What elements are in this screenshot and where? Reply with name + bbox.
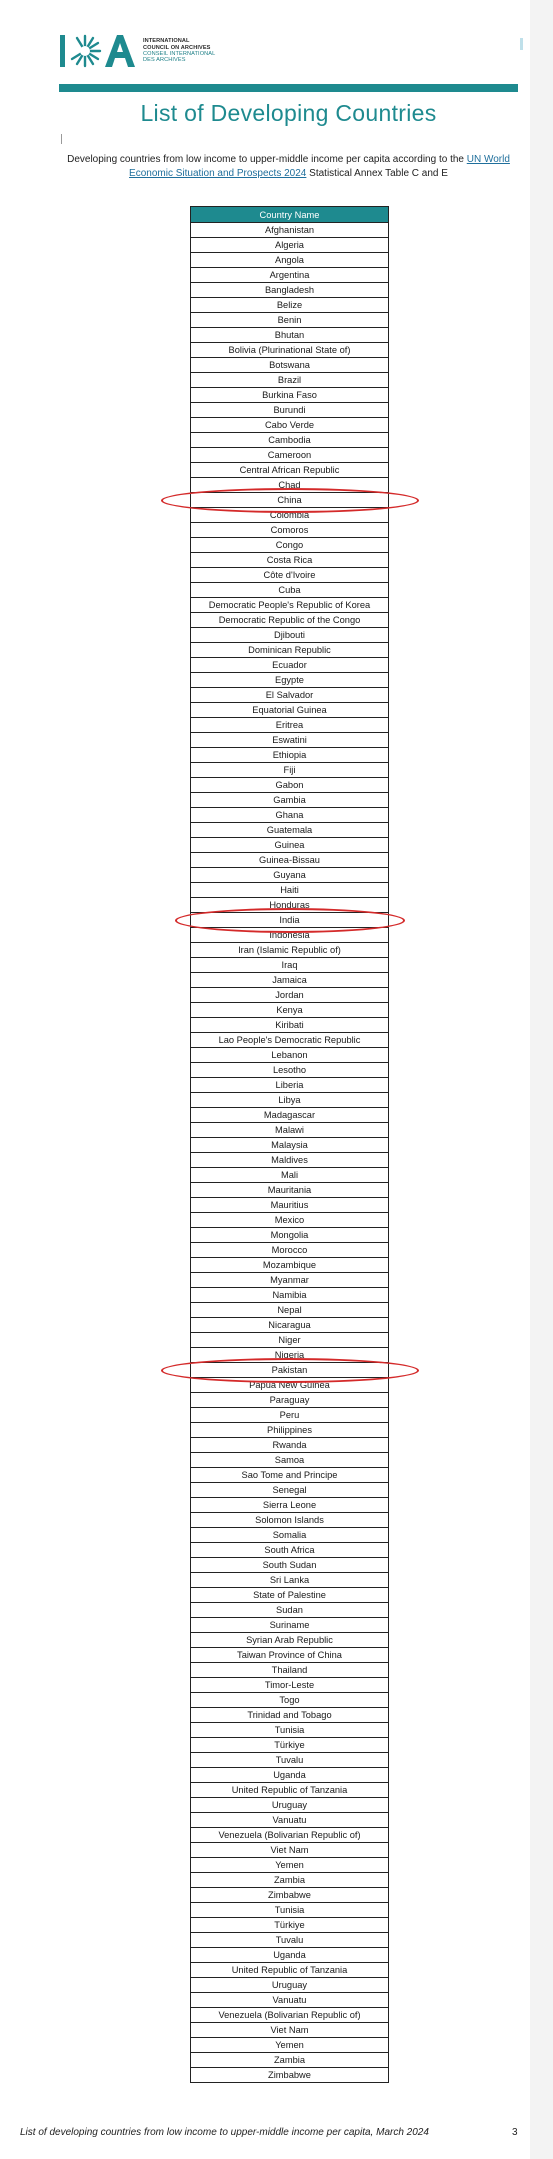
table-row [191, 1438, 389, 1453]
table-row [191, 418, 389, 433]
country-cell: Tuvalu [191, 1933, 389, 1948]
country-cell: Tunisia [191, 1903, 389, 1918]
country-cell: Democratic Republic of the Congo [191, 613, 389, 628]
country-cell: Paraguay [191, 1393, 389, 1408]
table-row [191, 1468, 389, 1483]
country-cell: Sudan [191, 1603, 389, 1618]
country-cell: Yemen [191, 1858, 389, 1873]
country-cell: Venezuela (Bolivarian Republic of) [191, 1828, 389, 1843]
table-row [191, 313, 389, 328]
table-header-row [191, 207, 389, 223]
country-cell: Türkiye [191, 1738, 389, 1753]
table-row [191, 1093, 389, 1108]
logo-line-3: CONSEIL INTERNATIONAL [143, 51, 216, 57]
table-row [191, 268, 389, 283]
country-cell: Suriname [191, 1618, 389, 1633]
country-cell: Ecuador [191, 658, 389, 673]
table-row [191, 778, 389, 793]
table-row [191, 793, 389, 808]
intro-source-link[interactable]: UN World Economic Situation and Prospects 2024 [129, 154, 510, 179]
table-row [191, 808, 389, 823]
table-row [191, 1273, 389, 1288]
highlight-ring-india [175, 908, 405, 933]
country-cell: Syrian Arab Republic [191, 1633, 389, 1648]
country-cell: Algeria [191, 238, 389, 253]
table-row [191, 1753, 389, 1768]
country-cell: Equatorial Guinea [191, 703, 389, 718]
table-row [191, 1423, 389, 1438]
country-cell: Lebanon [191, 1048, 389, 1063]
country-cell: Jamaica [191, 973, 389, 988]
table-row [191, 568, 389, 583]
table-row [191, 1078, 389, 1093]
table-row [191, 1903, 389, 1918]
text-cursor [61, 134, 62, 144]
table-row [191, 1498, 389, 1513]
country-cell: Zimbabwe [191, 1888, 389, 1903]
table-row [191, 1153, 389, 1168]
country-cell: Libya [191, 1093, 389, 1108]
country-cell: South Sudan [191, 1558, 389, 1573]
country-cell: Vanuatu [191, 1813, 389, 1828]
country-cell: Honduras [191, 898, 389, 913]
country-cell: Guatemala [191, 823, 389, 838]
country-cell: Thailand [191, 1663, 389, 1678]
country-cell: Bolivia (Plurinational State of) [191, 343, 389, 358]
country-cell: China [191, 493, 389, 508]
country-cell: Niger [191, 1333, 389, 1348]
table-row [191, 1033, 389, 1048]
page-margin [530, 0, 553, 2159]
table-row [191, 658, 389, 673]
table-row [191, 1873, 389, 1888]
intro-text-before: Developing countries from low income to upper-middle income per capita according to the [67, 154, 467, 165]
scroll-marker [520, 38, 523, 50]
table-row [191, 1303, 389, 1318]
country-cell: Mauritius [191, 1198, 389, 1213]
table-row [191, 1333, 389, 1348]
table-row [191, 538, 389, 553]
table-row [191, 2038, 389, 2053]
table-row [191, 253, 389, 268]
country-cell: Mali [191, 1168, 389, 1183]
table-row [191, 1828, 389, 1843]
country-cell: Uganda [191, 1768, 389, 1783]
country-cell: Zambia [191, 2053, 389, 2068]
country-cell: Bhutan [191, 328, 389, 343]
country-cell: Mauritania [191, 1183, 389, 1198]
page-number: 3 [512, 2127, 518, 2138]
table-row [191, 1888, 389, 1903]
country-cell: State of Palestine [191, 1588, 389, 1603]
country-cell: Sao Tome and Principe [191, 1468, 389, 1483]
table-row [191, 958, 389, 973]
country-cell: Uruguay [191, 1798, 389, 1813]
country-cell: Congo [191, 538, 389, 553]
country-cell: Philippines [191, 1423, 389, 1438]
country-cell: Vanuatu [191, 1993, 389, 2008]
country-cell: Kenya [191, 1003, 389, 1018]
country-cell: Bangladesh [191, 283, 389, 298]
table-row [191, 238, 389, 253]
country-cell: Sri Lanka [191, 1573, 389, 1588]
table-row [191, 1723, 389, 1738]
country-cell: Taiwan Province of China [191, 1648, 389, 1663]
table-row [191, 463, 389, 478]
intro-text-after: Statistical Annex Table C and E [306, 168, 448, 179]
column-header-country-name: Country Name [191, 207, 389, 223]
table-row [191, 1243, 389, 1258]
country-cell: Kiribati [191, 1018, 389, 1033]
table-row [191, 523, 389, 538]
table-row [191, 1978, 389, 1993]
table-row [191, 1708, 389, 1723]
table-row [191, 973, 389, 988]
table-row [191, 1213, 389, 1228]
table-row [191, 448, 389, 463]
table-row [191, 988, 389, 1003]
country-cell: Türkiye [191, 1918, 389, 1933]
country-cell: Venezuela (Bolivarian Republic of) [191, 2008, 389, 2023]
country-cell: Uganda [191, 1948, 389, 1963]
logo-line-2: COUNCIL ON ARCHIVES [143, 44, 211, 51]
table-row [191, 673, 389, 688]
table-row [191, 223, 389, 238]
country-cell: Nicaragua [191, 1318, 389, 1333]
country-cell: Colombia [191, 508, 389, 523]
table-row [191, 1738, 389, 1753]
country-cell: Cuba [191, 583, 389, 598]
country-cell: Ethiopia [191, 748, 389, 763]
country-cell: Nigeria [191, 1348, 389, 1363]
country-cell: Jordan [191, 988, 389, 1003]
country-cell: Zimbabwe [191, 2068, 389, 2083]
country-cell: Angola [191, 253, 389, 268]
table-row [191, 1108, 389, 1123]
country-cell: Nepal [191, 1303, 389, 1318]
table-row [191, 1678, 389, 1693]
table-row [191, 1003, 389, 1018]
country-cell: Lao People's Democratic Republic [191, 1033, 389, 1048]
country-cell: Malaysia [191, 1138, 389, 1153]
page-title: List of Developing Countries [140, 100, 437, 126]
table-row [191, 553, 389, 568]
table-row [191, 838, 389, 853]
table-row [191, 1993, 389, 2008]
country-cell: Papua New Guinea [191, 1378, 389, 1393]
country-cell: Viet Nam [191, 2023, 389, 2038]
country-cell: Dominican Republic [191, 643, 389, 658]
country-cell: Indonesia [191, 928, 389, 943]
country-cell: Egypte [191, 673, 389, 688]
table-row [191, 1258, 389, 1273]
table-row [191, 2008, 389, 2023]
table-row [191, 628, 389, 643]
country-cell: Democratic People's Republic of Korea [191, 598, 389, 613]
table-row [191, 1318, 389, 1333]
logo-line-4: DES ARCHIVES [143, 57, 186, 64]
country-cell: Zambia [191, 1873, 389, 1888]
country-cell: Morocco [191, 1243, 389, 1258]
table-row [191, 1393, 389, 1408]
country-cell: Cabo Verde [191, 418, 389, 433]
table-row [191, 1138, 389, 1153]
country-cell: Uruguay [191, 1978, 389, 1993]
country-cell: Mozambique [191, 1258, 389, 1273]
country-cell: Gambia [191, 793, 389, 808]
table-row [191, 1663, 389, 1678]
table-row [191, 1018, 389, 1033]
table-row [191, 1783, 389, 1798]
table-row [191, 403, 389, 418]
table-row [191, 1798, 389, 1813]
table-row [191, 1228, 389, 1243]
country-cell: Senegal [191, 1483, 389, 1498]
table-row [191, 433, 389, 448]
country-cell: United Republic of Tanzania [191, 1963, 389, 1978]
table-row [191, 1948, 389, 1963]
country-cell: Botswana [191, 358, 389, 373]
country-cell: Eswatini [191, 733, 389, 748]
header-divider [59, 84, 518, 92]
country-cell: Tunisia [191, 1723, 389, 1738]
country-cell: Brazil [191, 373, 389, 388]
country-cell: Viet Nam [191, 1843, 389, 1858]
table-row [191, 2068, 389, 2083]
table-row [191, 823, 389, 838]
table-row [191, 613, 389, 628]
table-row [191, 1933, 389, 1948]
country-cell: El Salvador [191, 688, 389, 703]
country-cell: Chad [191, 478, 389, 493]
table-row [191, 2053, 389, 2068]
table-row [191, 733, 389, 748]
table-row [191, 868, 389, 883]
country-cell: Afghanistan [191, 223, 389, 238]
country-cell: Belize [191, 298, 389, 313]
table-row [191, 748, 389, 763]
table-row [191, 1573, 389, 1588]
country-cell: United Republic of Tanzania [191, 1783, 389, 1798]
table-row [191, 1843, 389, 1858]
highlight-ring-pakistan [161, 1358, 419, 1383]
table-row [191, 1558, 389, 1573]
country-cell: Benin [191, 313, 389, 328]
country-cell: India [191, 913, 389, 928]
country-cell: Iraq [191, 958, 389, 973]
country-cell: Sierra Leone [191, 1498, 389, 1513]
table-row [191, 343, 389, 358]
table-row [191, 1183, 389, 1198]
country-cell: Samoa [191, 1453, 389, 1468]
table-row [191, 1963, 389, 1978]
table-row [191, 1588, 389, 1603]
table-row [191, 1858, 389, 1873]
country-cell: Lesotho [191, 1063, 389, 1078]
table-row [191, 1168, 389, 1183]
table-row [191, 943, 389, 958]
table-row [191, 1648, 389, 1663]
country-cell: Côte d'Ivoire [191, 568, 389, 583]
table-row [191, 763, 389, 778]
country-cell: Argentina [191, 268, 389, 283]
highlight-ring-china [161, 488, 419, 513]
country-cell: Madagascar [191, 1108, 389, 1123]
table-row [191, 718, 389, 733]
table-row [191, 853, 389, 868]
country-cell: Pakistan [191, 1363, 389, 1378]
country-cell: Guyana [191, 868, 389, 883]
intro-paragraph [59, 153, 518, 181]
table-row [191, 283, 389, 298]
table-row [191, 1693, 389, 1708]
table-row [191, 1633, 389, 1648]
country-cell: Fiji [191, 763, 389, 778]
country-cell: Eritrea [191, 718, 389, 733]
country-cell: Haiti [191, 883, 389, 898]
table-row [191, 358, 389, 373]
country-cell: Burundi [191, 403, 389, 418]
table-row [191, 1918, 389, 1933]
country-cell: Djibouti [191, 628, 389, 643]
country-cell: Yemen [191, 2038, 389, 2053]
table-row [191, 1543, 389, 1558]
country-cell: Costa Rica [191, 553, 389, 568]
country-cell: Togo [191, 1693, 389, 1708]
country-cell: Somalia [191, 1528, 389, 1543]
country-cell: Cameroon [191, 448, 389, 463]
country-cell: Trinidad and Tobago [191, 1708, 389, 1723]
country-cell: Rwanda [191, 1438, 389, 1453]
country-cell: Cambodia [191, 433, 389, 448]
country-cell: Liberia [191, 1078, 389, 1093]
page-footer [20, 2127, 520, 2138]
country-cell: Tuvalu [191, 1753, 389, 1768]
table-row [191, 2023, 389, 2038]
table-row [191, 388, 389, 403]
table-row [191, 1768, 389, 1783]
country-cell: Central African Republic [191, 463, 389, 478]
country-cell: Ghana [191, 808, 389, 823]
table-row [191, 1528, 389, 1543]
table-row [191, 298, 389, 313]
country-cell: Malawi [191, 1123, 389, 1138]
table-row [191, 1123, 389, 1138]
table-row [191, 883, 389, 898]
country-cell: Gabon [191, 778, 389, 793]
country-cell: Guinea-Bissau [191, 853, 389, 868]
table-row [191, 1618, 389, 1633]
table-row [191, 688, 389, 703]
table-row [191, 583, 389, 598]
logo-line-1: INTERNATIONAL [143, 38, 190, 45]
table-row [191, 1603, 389, 1618]
ica-logo-icon [59, 32, 139, 70]
country-cell: South Africa [191, 1543, 389, 1558]
logo-wordmark [143, 38, 215, 64]
country-cell: Timor-Leste [191, 1678, 389, 1693]
country-cell: Mexico [191, 1213, 389, 1228]
country-cell: Namibia [191, 1288, 389, 1303]
country-cell: Solomon Islands [191, 1513, 389, 1528]
table-row [191, 373, 389, 388]
table-row [191, 1513, 389, 1528]
country-cell: Guinea [191, 838, 389, 853]
table-row [191, 1453, 389, 1468]
table-row [191, 1063, 389, 1078]
country-cell: Iran (Islamic Republic of) [191, 943, 389, 958]
table-row [191, 1483, 389, 1498]
table-row [191, 1048, 389, 1063]
country-cell: Myanmar [191, 1273, 389, 1288]
table-row [191, 1813, 389, 1828]
table-row [191, 643, 389, 658]
table-row [191, 598, 389, 613]
country-cell: Peru [191, 1408, 389, 1423]
footer-text: List of developing countries from low income to upper-middle income per capita, March 2024 [20, 2127, 429, 2138]
country-cell: Maldives [191, 1153, 389, 1168]
table-row [191, 1288, 389, 1303]
country-cell: Burkina Faso [191, 388, 389, 403]
table-row [191, 1198, 389, 1213]
ica-logo [59, 32, 215, 70]
table-row [191, 1408, 389, 1423]
table-row [191, 703, 389, 718]
country-cell: Comoros [191, 523, 389, 538]
table-row [191, 328, 389, 343]
country-cell: Mongolia [191, 1228, 389, 1243]
